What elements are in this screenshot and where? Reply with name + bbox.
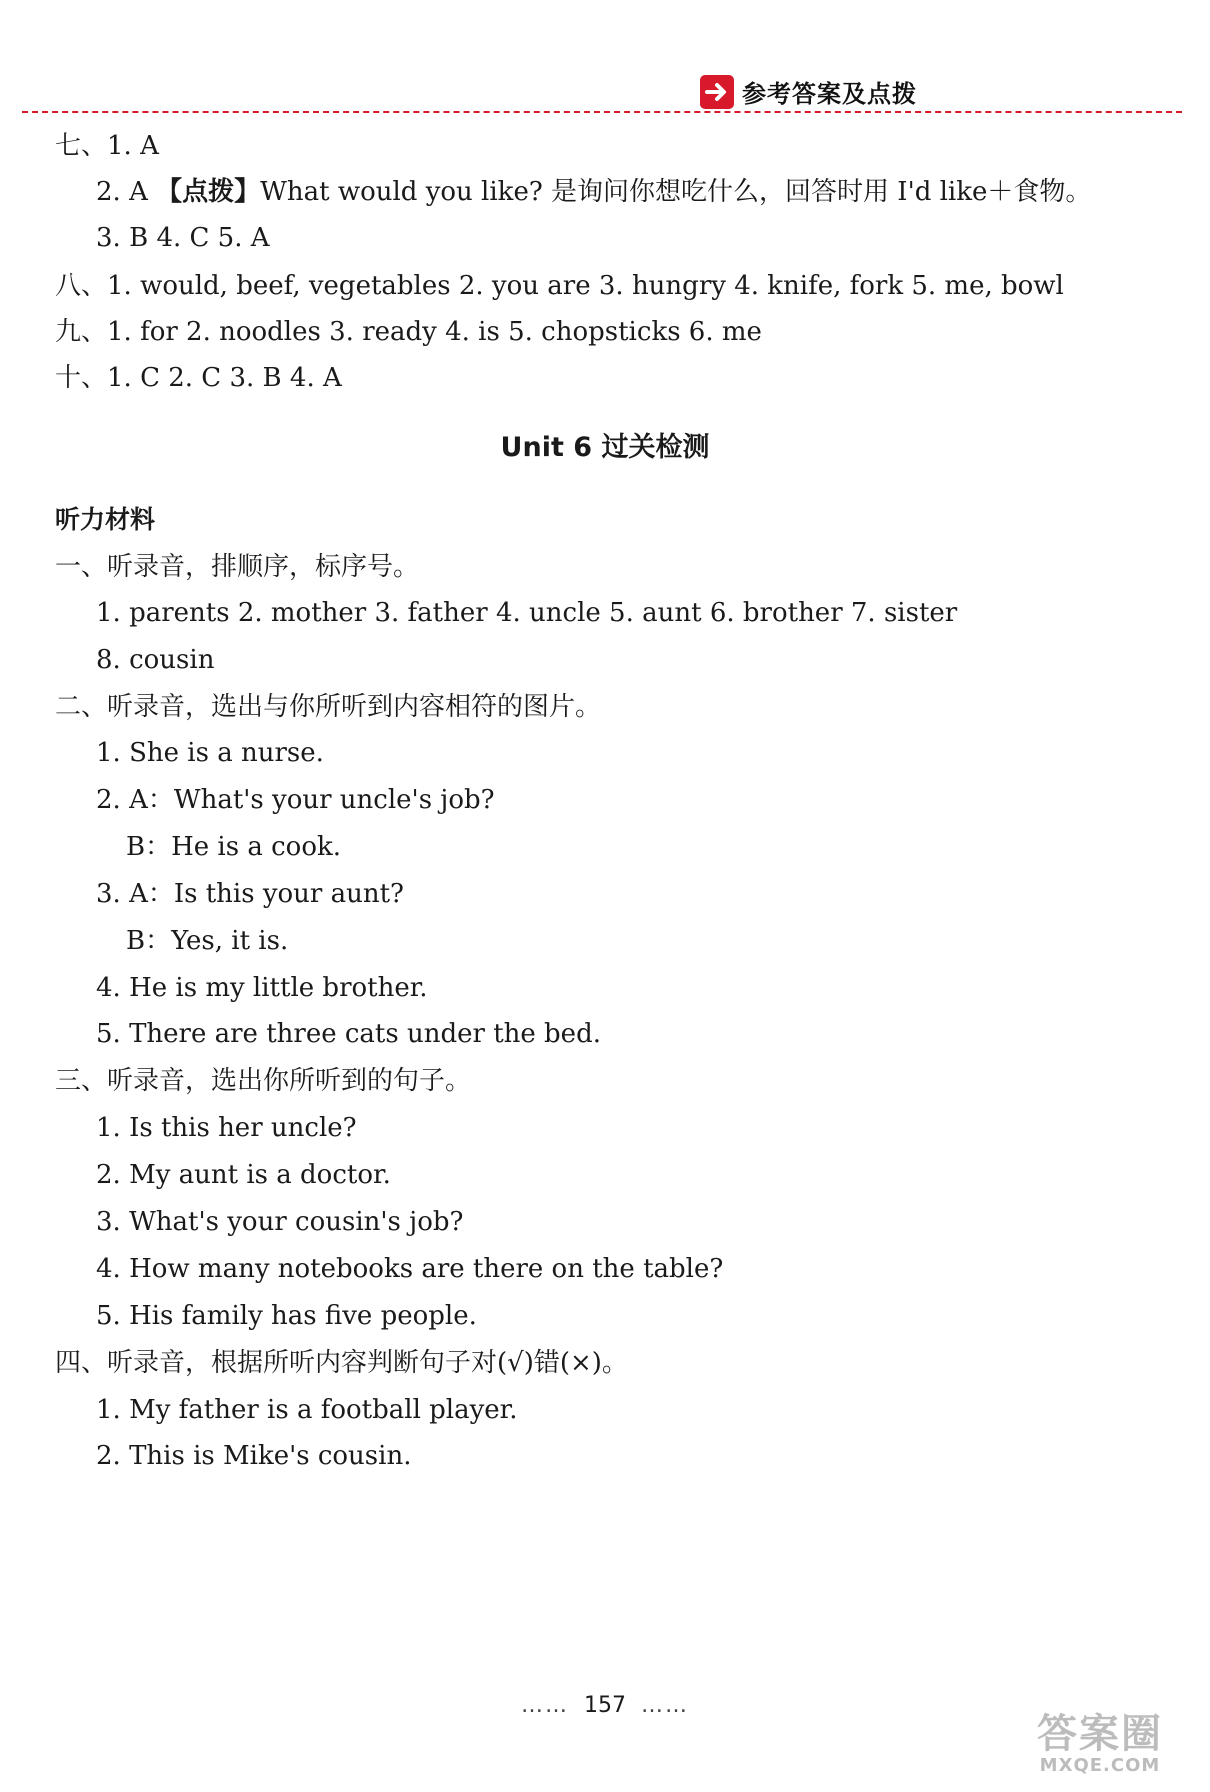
section-9: 九、1. for 2. noodles 3. ready 4. is 5. chopsticks 6. me [55, 317, 762, 347]
header-divider [22, 111, 1182, 113]
part-2-item-5: 5. There are three cats under the bed. [96, 1019, 601, 1049]
part-2-item-2b: B：He is a cook. [126, 832, 342, 862]
q2-answer: 2. A [96, 177, 157, 207]
watermark-bottom: MXQE.COM [1039, 1755, 1161, 1776]
section-7-q1: 七、1. A [55, 131, 159, 161]
section-7-q3-5: 3. B 4. C 5. A [96, 223, 270, 253]
part-3-item-4: 4. How many notebooks are there on the table? [96, 1254, 724, 1284]
section-7-q2 [96, 176, 1091, 208]
part-2-heading: 二、听录音，选出与你所听到内容相符的图片。 [55, 692, 602, 722]
unit-title: Unit 6 过关检测 [500, 432, 710, 463]
part-2-item-3a: 3. A：Is this your aunt? [96, 879, 405, 909]
watermark-logo [1000, 1712, 1200, 1780]
part-2-item-3b: B：Yes, it is. [126, 926, 289, 956]
listening-heading: 听力材料 [55, 505, 156, 534]
part-3-item-5: 5. His family has five people. [96, 1301, 477, 1331]
part-1-word-8: 8. cousin [96, 645, 215, 675]
hint-text: What would you like? 是询问你想吃什么，回答时用 I'd like＋食物。 [260, 177, 1092, 207]
part-3-item-3: 3. What's your cousin's job? [96, 1207, 464, 1237]
section-8: 八、1. would, beef, vegetables 2. you are 3. hungry 4. knife, fork 5. me, bowl [55, 271, 1064, 301]
part-1-words: 1. parents 2. mother 3. father 4. uncle 5. aunt 6. brother 7. sister [96, 598, 958, 628]
footer-dots-right: …… [641, 1693, 689, 1718]
watermark-top: 答案圈 [1037, 1711, 1163, 1757]
header-title: 参考答案及点拨 [742, 80, 917, 108]
section-10: 十、1. C 2. C 3. B 4. A [55, 363, 342, 393]
hint-tag: 【点拨】 [156, 177, 261, 207]
part-4-item-2: 2. This is Mike's cousin. [96, 1441, 412, 1471]
part-4-heading: 四、听录音，根据所听内容判断句子对(√)错(×)。 [55, 1348, 628, 1378]
header-label [700, 74, 917, 109]
part-2-item-4: 4. He is my little brother. [96, 973, 428, 1003]
part-3-item-1: 1. Is this her uncle? [96, 1113, 357, 1143]
arrow-right-icon [700, 75, 734, 109]
part-3-item-2: 2. My aunt is a doctor. [96, 1160, 391, 1190]
part-2-item-2a: 2. A：What's your uncle's job? [96, 785, 495, 815]
page-header [0, 0, 1210, 120]
part-1-heading: 一、听录音，排顺序，标序号。 [55, 552, 420, 582]
part-4-item-1: 1. My father is a football player. [96, 1395, 518, 1425]
part-3-heading: 三、听录音，选出你所听到的句子。 [55, 1066, 472, 1096]
part-2-item-1: 1. She is a nurse. [96, 738, 324, 768]
footer-dots-left: …… [521, 1693, 569, 1718]
page-number: 157 [584, 1693, 626, 1718]
